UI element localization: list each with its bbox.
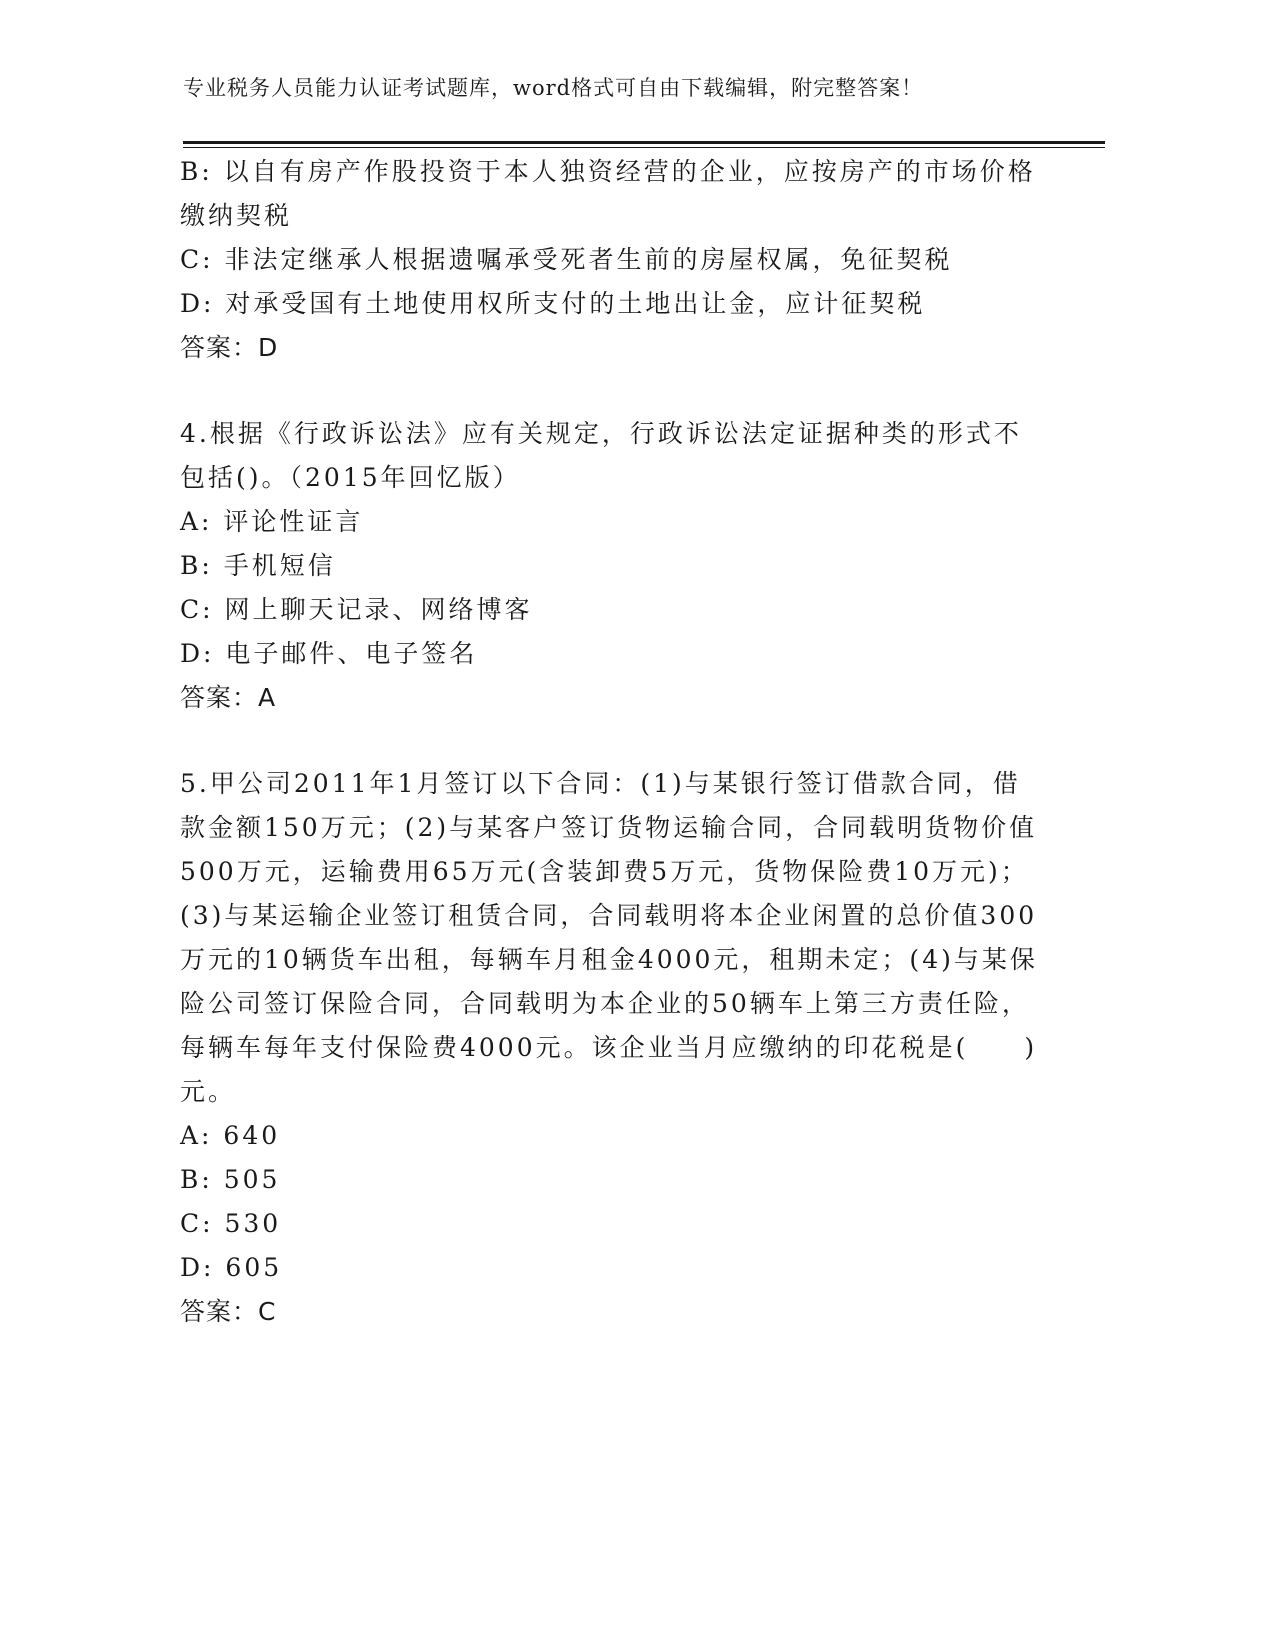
q3-option-b-line2: 缴纳契税 [180,201,293,230]
q3-answer: 答案：D [180,333,279,362]
q5-stem-line: 每辆车每年支付保险费4000元。该企业当月应缴纳的印花税是( ) [180,1033,1038,1062]
q5-stem-line: 款金额150万元；(2)与某客户签订货物运输合同，合同载明货物价值 [180,813,1038,842]
spacer [180,370,1040,412]
q5-stem-line: 5.甲公司2011年1月签订以下合同：(1)与某银行签订借款合同，借 [180,769,1021,798]
q4-option-b: B: 手机短信 [180,551,336,580]
q5-option-c: C: 530 [180,1209,282,1238]
q5-stem-line: 500万元，运输费用65万元(含装卸费5万元，货物保险费10万元)； [180,857,1029,886]
q4-option-d: D: 电子邮件、电子签名 [180,639,478,668]
q5-stem-line: 险公司签订保险合同，合同载明为本企业的50辆车上第三方责任险， [180,989,1030,1018]
q5-option-d: D: 605 [180,1253,283,1282]
q5-option-b: B: 505 [180,1165,281,1194]
q5-stem-line: (3)与某运输企业签订租赁合同，合同载明将本企业闲置的总价值300 [180,901,1038,930]
question-content [180,150,1040,1334]
header-divider [183,141,1105,148]
q4-stem-line2: 包括()。（2015年回忆版） [180,463,521,492]
page-header: 专业税务人员能力认证考试题库，word格式可自由下载编辑，附完整答案！ [183,76,924,100]
q3-option-c: C: 非法定继承人根据遗嘱承受死者生前的房屋权属，免征契税 [180,245,953,274]
q4-option-a: A: 评论性证言 [180,507,364,536]
q5-answer: 答案：C [180,1297,277,1326]
q4-option-c: C: 网上聊天记录、网络博客 [180,595,533,624]
q3-option-d: D: 对承受国有土地使用权所支付的土地出让金，应计征契税 [180,289,926,318]
q3-option-b-line1: B: 以自有房产作股投资于本人独资经营的企业，应按房产的市场价格 [180,157,1036,186]
q5-stem-line: 元。 [180,1077,237,1106]
q4-answer: 答案：A [180,683,277,712]
q5-option-a: A: 640 [180,1121,281,1150]
spacer [180,720,1040,762]
q5-stem-line: 万元的10辆货车出租，每辆车月租金4000元，租期未定；(4)与某保 [180,945,1038,974]
q4-stem-line1: 4.根据《行政诉讼法》应有关规定，行政诉讼法定证据种类的形式不 [180,419,1022,448]
